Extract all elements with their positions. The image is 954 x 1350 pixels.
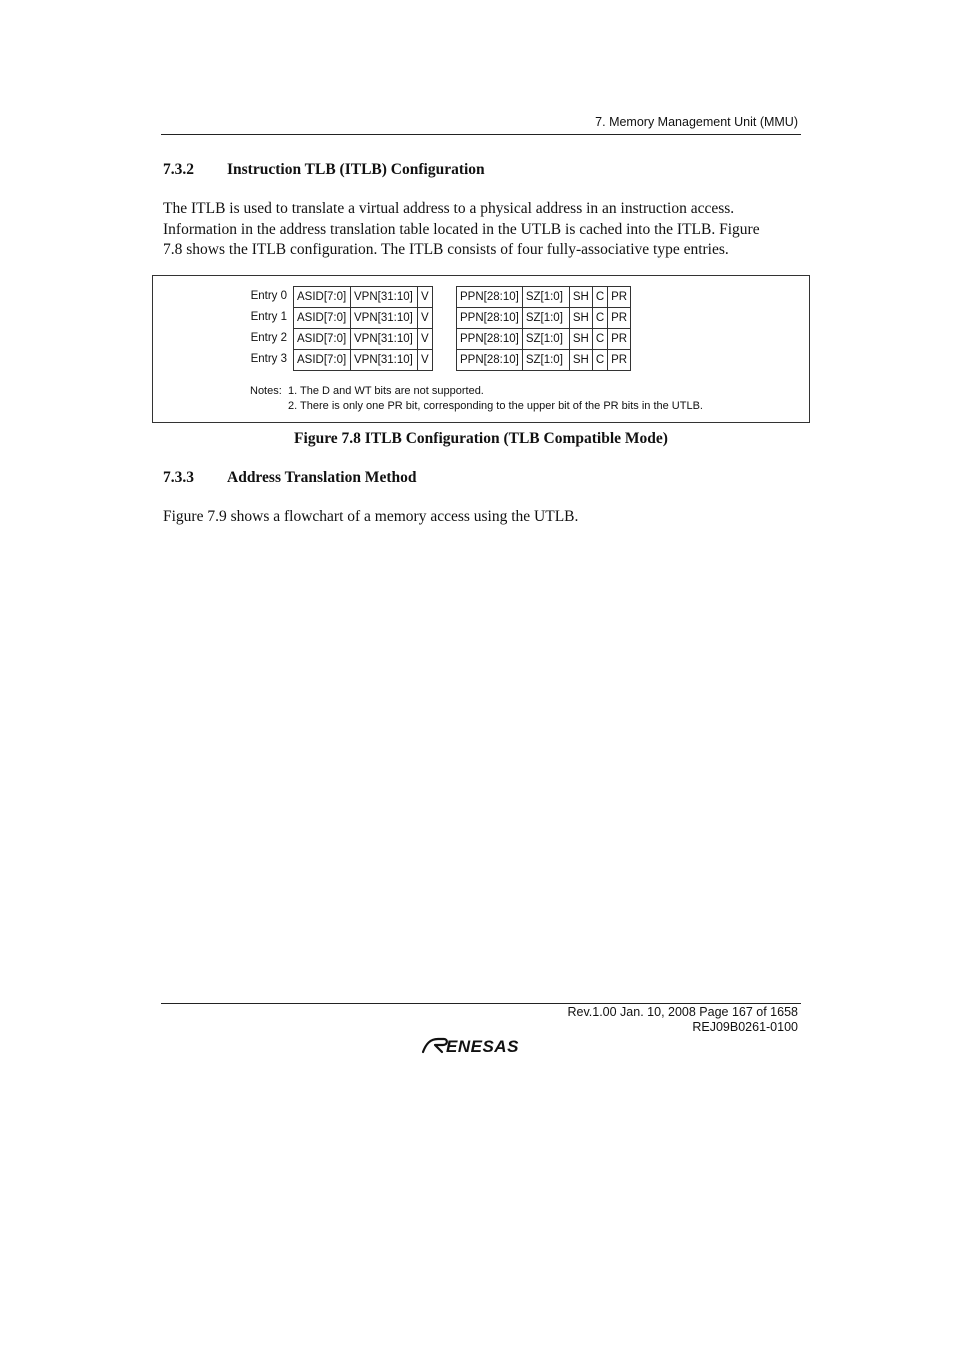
note-line: [250, 384, 703, 399]
itlb-figure: [152, 275, 810, 423]
section-heading-7-3-2: [163, 161, 485, 179]
sz-field: SZ[1:0]: [522, 350, 569, 371]
table-row: [294, 308, 433, 329]
vpn-field: VPN[31:10]: [351, 308, 418, 329]
sz-field: SZ[1:0]: [522, 308, 569, 329]
table-row: [457, 308, 631, 329]
sh-bit: SH: [569, 287, 592, 308]
ppn-field: PPN[28:10]: [457, 350, 523, 371]
sz-field: SZ[1:0]: [522, 329, 569, 350]
paragraph-line: Information in the address translation table located in the UTLB is cached into the ITLB. Figure: [163, 220, 760, 238]
pr-bit: PR: [608, 287, 631, 308]
valid-bit: V: [418, 308, 433, 329]
asid-field: ASID[7:0]: [294, 308, 351, 329]
section-number: 7.3.3: [163, 469, 194, 486]
renesas-logo: [420, 1035, 542, 1060]
footer-revision: Rev.1.00 Jan. 10, 2008 Page 167 of 1658: [567, 1005, 798, 1019]
itlb-address-array: [293, 286, 433, 371]
table-row: [294, 350, 433, 371]
table-row: [457, 329, 631, 350]
asid-field: ASID[7:0]: [294, 329, 351, 350]
entry-label: Entry 1: [250, 311, 287, 323]
running-header: 7. Memory Management Unit (MMU): [595, 115, 798, 129]
svg-text:ENESAS: ENESAS: [446, 1037, 519, 1055]
c-bit: C: [592, 329, 607, 350]
ppn-field: PPN[28:10]: [457, 308, 523, 329]
asid-field: ASID[7:0]: [294, 287, 351, 308]
table-row: [294, 287, 433, 308]
entry-label: Entry 0: [250, 290, 287, 302]
section-number: 7.3.2: [163, 161, 194, 178]
entry-label: Entry 3: [250, 353, 287, 365]
note-text: 1. The D and WT bits are not supported.: [288, 385, 484, 397]
sh-bit: SH: [569, 308, 592, 329]
note-line: [250, 399, 703, 414]
sz-field: SZ[1:0]: [522, 287, 569, 308]
renesas-logo-icon: [420, 1035, 542, 1055]
c-bit: C: [592, 287, 607, 308]
table-row: [294, 329, 433, 350]
section-paragraph: Figure 7.9 shows a flowchart of a memory access using the UTLB.: [163, 508, 579, 525]
vpn-field: VPN[31:10]: [351, 287, 418, 308]
paragraph-line: 7.8 shows the ITLB configuration. The ITLB consists of four fully-associative type entries.: [163, 241, 729, 258]
section-title: Instruction TLB (ITLB) Configuration: [227, 161, 485, 178]
entry-label: Entry 2: [250, 332, 287, 344]
pr-bit: PR: [608, 308, 631, 329]
header-rule: [161, 134, 801, 135]
footer-rule: [161, 1003, 801, 1004]
vpn-field: VPN[31:10]: [351, 350, 418, 371]
notes-label: Notes:: [250, 385, 282, 397]
ppn-field: PPN[28:10]: [457, 329, 523, 350]
figure-caption: Figure 7.8 ITLB Configuration (TLB Compatible Mode): [294, 430, 668, 447]
paragraph-line: The ITLB is used to translate a virtual address to a physical address in an instruction access.: [163, 200, 735, 217]
figure-notes: [250, 384, 703, 414]
sh-bit: SH: [569, 350, 592, 371]
c-bit: C: [592, 350, 607, 371]
itlb-data-array: [456, 286, 631, 371]
sh-bit: SH: [569, 329, 592, 350]
table-row: [457, 287, 631, 308]
pr-bit: PR: [608, 350, 631, 371]
vpn-field: VPN[31:10]: [351, 329, 418, 350]
c-bit: C: [592, 308, 607, 329]
section-heading-7-3-3: [163, 469, 416, 487]
section-paragraph: [163, 199, 803, 261]
valid-bit: V: [418, 329, 433, 350]
valid-bit: V: [418, 287, 433, 308]
ppn-field: PPN[28:10]: [457, 287, 523, 308]
section-title: Address Translation Method: [227, 469, 417, 486]
pr-bit: PR: [608, 329, 631, 350]
note-text: 2. There is only one PR bit, corresponding to the upper bit of the PR bits in the UTLB.: [288, 400, 703, 412]
table-row: [457, 350, 631, 371]
footer-doc-number: REJ09B0261-0100: [692, 1020, 798, 1034]
asid-field: ASID[7:0]: [294, 350, 351, 371]
valid-bit: V: [418, 350, 433, 371]
